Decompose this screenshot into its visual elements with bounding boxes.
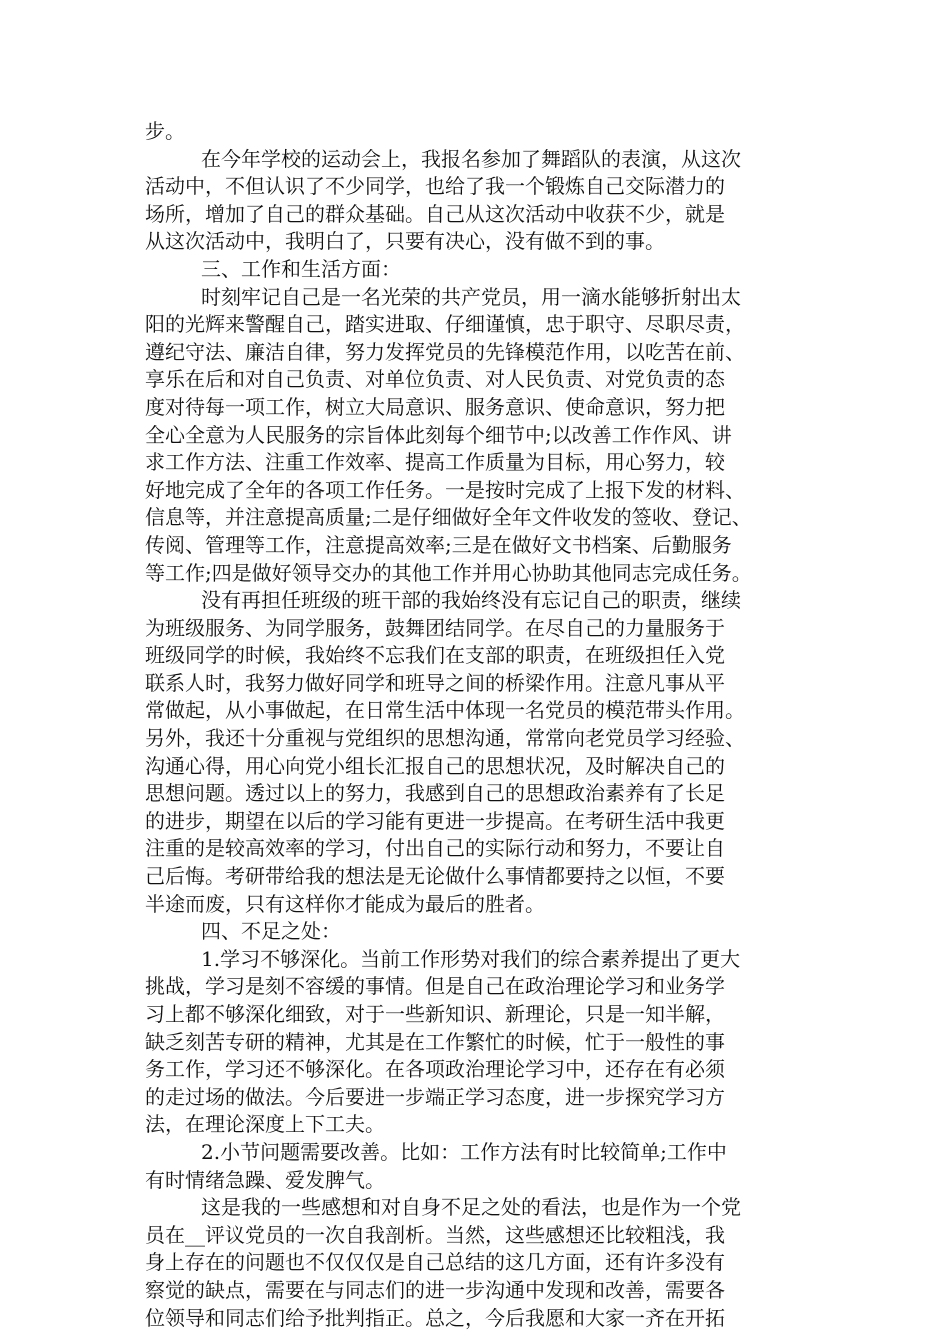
text-line: 的进步，期望在以后的学习能有更进一步提高。在考研生活中我更: [145, 808, 725, 833]
text-line: 求工作方法、注重工作效率、提高工作质量为目标，用心努力，较: [145, 450, 725, 475]
text-line: 信息等，并注意提高质量;二是仔细做好全年文件收发的签收、登记、: [145, 505, 752, 530]
text-line: 度对待每一项工作，树立大局意识、服务意识、使命意识，努力把: [145, 394, 725, 419]
text-line: 另外，我还十分重视与党组织的思想沟通，常常向老党员学习经验、: [145, 726, 745, 751]
text-line: 为班级服务、为同学服务，鼓舞团结同学。在尽自己的力量服务于: [145, 615, 725, 640]
text-line: 等工作;四是做好领导交办的其他工作并用心协助其他同志完成任务。: [145, 560, 752, 585]
text-line: 2.小节问题需要改善。比如：工作方法有时比较简单;工作中: [201, 1139, 727, 1164]
text-line: 员在__评议党员的一次自我剖析。当然，这些感想还比较粗浅，我: [145, 1222, 725, 1247]
text-line: 从这次活动中，我明白了，只要有决心，没有做不到的事。: [145, 229, 665, 254]
text-line: 步。: [145, 119, 185, 143]
text-line: 班级同学的时候，我始终不忘我们在支部的职责，在班级担任入党: [145, 643, 725, 668]
text-line: 时刻牢记自己是一名光荣的共产党员，用一滴水能够折射出太: [201, 284, 741, 309]
text-line: 思想问题。透过以上的努力，我感到自己的思想政治素养有了长足: [145, 781, 725, 806]
text-line: 习上都不够深化细致，对于一些新知识、新理论，只是一知半解，: [145, 1002, 725, 1026]
text-line: 活动中，不但认识了不少同学，也给了我一个锻炼自己交际潜力的: [145, 174, 725, 199]
text-line: 传阅、管理等工作，注意提高效率;三是在做好文书档案、后勤服务: [145, 532, 732, 557]
text-line: 常做起，从小事做起，在日常生活中体现一名党员的模范带头作用。: [145, 698, 745, 723]
text-line: 半途而废，只有这样你才能成为最后的胜者。: [145, 891, 545, 916]
text-line: 遵纪守法、廉洁自律，努力发挥党员的先锋模范作用，以吃苦在前、: [145, 339, 745, 364]
text-line: 挑战，学习是刻不容缓的事情。但是自己在政治理论学习和业务学: [145, 974, 725, 999]
text-line: 四、不足之处：: [201, 919, 341, 944]
text-line: 的走过场的做法。今后要进一步端正学习态度，进一步探究学习方: [145, 1084, 725, 1109]
text-line: 1.学习不够深化。当前工作形势对我们的综合素养提出了更大: [201, 946, 741, 971]
document-page: [145, 118, 810, 1332]
text-line: 联系人时，我努力做好同学和班导之间的桥梁作用。注意凡事从平: [145, 670, 725, 695]
text-line: 三、工作和生活方面：: [201, 256, 401, 281]
text-line: 缺乏刻苦专研的精神，尤其是在工作繁忙的时候，忙于一般性的事: [145, 1029, 725, 1054]
text-line: 好地完成了全年的各项工作任务。一是按时完成了上报下发的材料、: [145, 477, 745, 502]
text-line: 阳的光辉来警醒自己，踏实进取、仔细谨慎，忠于职守、尽职尽责，: [145, 312, 745, 337]
text-line: 己后悔。考研带给我的想法是无论做什么事情都要持之以恒，不要: [145, 864, 725, 889]
text-line: 察觉的缺点，需要在与同志们的进一步沟通中发现和改善，需要各: [145, 1277, 725, 1302]
text-line: 有时情绪急躁、爱发脾气。: [145, 1167, 385, 1192]
text-line: 这是我的一些感想和对自身不足之处的看法，也是作为一个党: [201, 1195, 741, 1220]
text-line: 位领导和同志们给予批判指正。总之，今后我愿和大家一齐在开拓: [145, 1305, 725, 1330]
text-line: 享乐在后和对自己负责、对单位负责、对人民负责、对党负责的态: [145, 367, 725, 392]
text-line: 全心全意为人民服务的宗旨体此刻每个细节中;以改善工作作风、讲: [145, 422, 732, 447]
text-line: 没有再担任班级的班干部的我始终没有忘记自己的职责，继续: [201, 588, 741, 613]
text-line: 场所，增加了自己的群众基础。自己从这次活动中收获不少，就是: [145, 201, 725, 226]
text-line: 法，在理论深度上下工夫。: [145, 1112, 385, 1137]
text-line: 沟通心得，用心向党小组长汇报自己的思想状况，及时解决自己的: [145, 753, 725, 778]
text-line: 务工作，学习还不够深化。在各项政治理论学习中，还存在有必须: [145, 1057, 725, 1082]
text-line: 在今年学校的运动会上，我报名参加了舞蹈队的表演，从这次: [201, 146, 741, 171]
text-line: 注重的是较高效率的学习，付出自己的实际行动和努力，不要让自: [145, 836, 725, 861]
text-line: 身上存在的问题也不仅仅仅是自己总结的这几方面，还有许多没有: [145, 1250, 725, 1275]
